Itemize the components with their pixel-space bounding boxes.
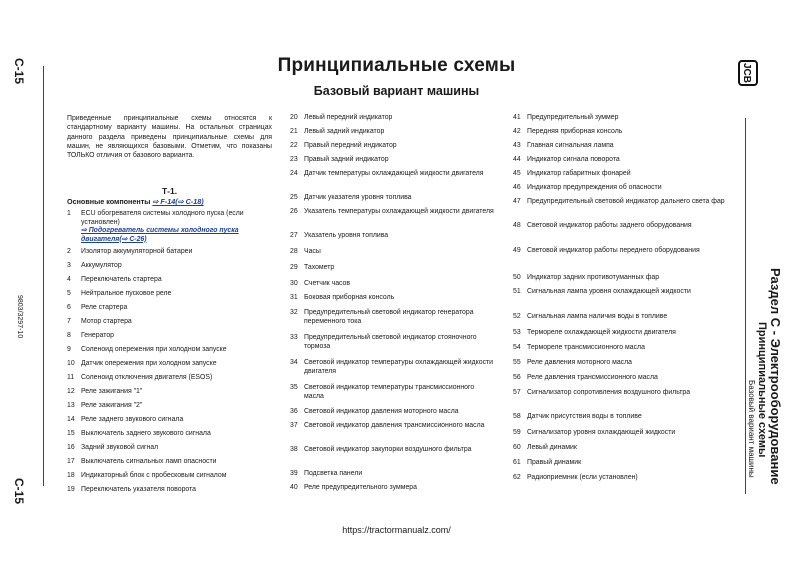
list-item (67, 458, 217, 467)
list-item (513, 128, 622, 137)
item-text: Реле стартера (81, 304, 128, 311)
item-text: Предупредительный зуммер (527, 114, 619, 121)
item-number: 4 (67, 276, 71, 283)
item-text: Реле зажигания "1" (81, 388, 143, 395)
list-item (290, 114, 392, 123)
item-number: 18 (67, 472, 75, 479)
item-text: Реле предупредительного зуммера (304, 484, 417, 491)
item-number: 21 (290, 128, 298, 135)
list-item (67, 416, 183, 425)
item-number: 60 (513, 444, 521, 451)
item-text: Соленоид опережения при холодном запуске (81, 346, 227, 353)
item-text: Изолятор аккумуляторной батареи (81, 248, 193, 255)
item-text: Генератор (81, 332, 114, 339)
list-item (67, 472, 226, 481)
list-item (290, 408, 459, 417)
source-url[interactable]: https://tractormanualz.com/ (342, 525, 451, 535)
components-label: Основные компоненты (67, 197, 151, 206)
page-number-bottom: C-15 (12, 478, 26, 505)
item-number: 46 (513, 184, 521, 191)
list-item (290, 194, 412, 203)
item-text: Световой индикатор температуры трансмиссионного масла (304, 384, 475, 400)
list-item (513, 156, 620, 165)
item-number: 36 (290, 408, 298, 415)
item-text: Левый динамик (527, 444, 577, 451)
page-title: Принципиальные схемы (277, 55, 516, 76)
item-number: 9 (67, 346, 71, 353)
list-item (513, 274, 659, 283)
item-number: 8 (67, 332, 71, 339)
item-text: Реле заднего звукового сигнала (81, 416, 184, 423)
item-number: 20 (290, 114, 298, 121)
list-item (513, 222, 692, 231)
figure-label: Т-1. (161, 186, 178, 196)
list-item (513, 329, 676, 338)
page-number-top: C-15 (12, 58, 26, 85)
item-number: 10 (67, 360, 75, 367)
item-number: 17 (67, 458, 75, 465)
item-text: Термореле трансмиссионного масла (527, 344, 645, 351)
item-text: Левый передний индикатор (304, 114, 393, 121)
item-number: 56 (513, 374, 521, 381)
list-item (67, 276, 162, 285)
list-item (290, 484, 417, 493)
item-number: 27 (290, 232, 298, 239)
section-subtitle: Принципиальные схемы (756, 322, 768, 458)
item-number: 34 (290, 359, 298, 366)
item-number: 55 (513, 359, 521, 366)
item-number: 2 (67, 248, 71, 255)
item-text: Указатель уровня топлива (304, 232, 389, 239)
item-text: Соленоид отключения двигателя (ESOS) (81, 374, 213, 381)
item-text: Индикатор сигнала поворота (527, 156, 620, 163)
list-item (67, 444, 158, 453)
list-item (513, 389, 690, 398)
list-item (513, 344, 645, 353)
list-item (290, 384, 495, 401)
item-text: Световой индикатор закупорки воздушного фильтра (304, 446, 472, 453)
item-text: Тахометр (304, 264, 335, 271)
item-text: Подсветка панели (304, 470, 363, 477)
list-item (513, 288, 691, 297)
item-text: Термореле охлаждающей жидкости двигателя (527, 329, 676, 336)
list-item (67, 360, 217, 369)
list-item (513, 184, 662, 193)
item-text: Датчик указателя уровня топлива (304, 194, 412, 201)
item-text: Правый динамик (527, 459, 582, 466)
item-text: Задний звуковой сигнал (81, 444, 159, 451)
list-item (290, 232, 388, 241)
item-text: Индикатор предупреждения об опасности (527, 184, 662, 191)
item-number: 32 (290, 309, 298, 316)
item-text: Индикатор задних противотуманных фар (527, 274, 660, 281)
list-item (67, 430, 211, 439)
logo-text: JCB (741, 62, 752, 84)
list-item (513, 429, 675, 438)
item-text: Реле давления трансмиссионного масла (527, 374, 658, 381)
list-item (513, 247, 700, 256)
list-item (290, 422, 484, 431)
item-number: 48 (513, 222, 521, 229)
item-number: 37 (290, 422, 298, 429)
intro-paragraph: Приведенные принципиальные схемы относятся к стандартному варианту машины. На остальных страницах данного раздела приведены принципиальные схемы для машин, не являющихся базовыми. Отметим, что показаны ТОЛЬКО отличия от базового варианта. (67, 115, 272, 160)
item-text: Индикаторный блок с пробесковым сигналом (81, 472, 227, 479)
list-item (290, 446, 471, 455)
list-item (67, 290, 171, 299)
list-item (513, 198, 725, 207)
item-number: 19 (67, 486, 75, 493)
list-item (513, 114, 618, 123)
item-text: Реле зажигания "2" (81, 402, 143, 409)
item-text: Боковая приборная консоль (304, 294, 395, 301)
document-code: 9803/3297-10 (16, 295, 23, 339)
item-text: Датчик опережения при холодном запуске (81, 360, 217, 367)
item-number: 52 (513, 313, 521, 320)
list-item (290, 170, 484, 179)
list-item (67, 486, 196, 495)
item-number: 11 (67, 374, 75, 381)
item-number: 33 (290, 334, 298, 341)
item1-text: ECU обогревателя системы холодного пуска (если установлен) (81, 210, 244, 226)
list-item (67, 262, 122, 271)
item-number: 14 (67, 416, 75, 423)
item-number: 13 (67, 402, 75, 409)
item-text: Счетчик часов (304, 280, 351, 287)
list-item (67, 374, 212, 383)
item-number: 61 (513, 459, 521, 466)
item-text: Передняя приборная консоль (527, 128, 623, 135)
list-item (513, 413, 642, 422)
item-text (81, 210, 277, 244)
item-text: Правый передний индикатор (304, 142, 397, 149)
list-item (513, 459, 581, 468)
list-item (513, 142, 614, 151)
item-text: Левый задний индикатор (304, 128, 385, 135)
item-number: 53 (513, 329, 521, 336)
item-number: 47 (513, 198, 521, 205)
list-item (290, 334, 495, 351)
list-item (513, 359, 632, 368)
item-text: Радиоприемник (если установлен) (527, 474, 638, 481)
item-number: 62 (513, 474, 521, 481)
item-number: 42 (513, 128, 521, 135)
item-text: Предупредительный световой индикатор стояночного тормоза (304, 334, 477, 350)
list-item (290, 248, 321, 257)
item-text: Сигнальная лампа наличия воды в топливе (527, 313, 668, 320)
item-text: Сигнализатор сопротивления воздушного фильтра (527, 389, 691, 396)
item-number: 12 (67, 388, 75, 395)
item-number: 59 (513, 429, 521, 436)
list-item (513, 374, 658, 383)
item-number: 38 (290, 446, 298, 453)
item-number: 54 (513, 344, 521, 351)
list-item (290, 280, 350, 289)
list-item (290, 142, 397, 151)
item-text: Датчик температуры охлаждающей жидкости двигателя (304, 170, 484, 177)
left-divider (43, 66, 44, 486)
item-text: Световой индикатор работы переднего оборудования (527, 247, 700, 254)
list-item (67, 402, 142, 411)
list-item (513, 474, 638, 483)
item-text: Реле давления моторного масла (527, 359, 632, 366)
list-item (290, 309, 495, 326)
item-number: 3 (67, 262, 71, 269)
components-link[interactable]: ⇨ F-14(⇨ C-18) (152, 197, 204, 206)
item-number: 57 (513, 389, 521, 396)
item-text: Световой индикатор работы заднего оборудования (527, 222, 692, 229)
item-number: 24 (290, 170, 298, 177)
item-number: 29 (290, 264, 298, 271)
item-text: Предупредительный световой индикатор дальнего света фар (527, 198, 725, 205)
item-number: 39 (290, 470, 298, 477)
item-number: 7 (67, 318, 71, 325)
list-item (67, 346, 227, 355)
list-item (290, 128, 384, 137)
item-number: 28 (290, 248, 298, 255)
list-item (290, 359, 495, 376)
item-text: Предупредительный световой индикатор генератора переменного тока (304, 309, 474, 325)
item-text: Сигнализатор уровня охлаждающей жидкости (527, 429, 676, 436)
page-subtitle: Базовый вариант машины (313, 84, 480, 98)
item-text: Главная сигнальная лампа (527, 142, 614, 149)
item-number: 23 (290, 156, 298, 163)
list-item (67, 304, 127, 313)
list-item (290, 264, 334, 273)
item-number: 50 (513, 274, 521, 281)
item-text: Световой индикатор давления трансмиссионного масла (304, 422, 485, 429)
item-number: 35 (290, 384, 298, 391)
item-number: 16 (67, 444, 75, 451)
section-subtitle-2: Базовый вариант машины (747, 380, 756, 478)
list-item (67, 248, 192, 257)
item-number: 6 (67, 304, 71, 311)
item-text: Мотор стартера (81, 318, 132, 325)
item-text: Индикатор габаритных фонарей (527, 170, 631, 177)
item-number: 15 (67, 430, 75, 437)
item-number: 58 (513, 413, 521, 420)
list-item (67, 332, 114, 341)
item-number: 22 (290, 142, 298, 149)
item-number: 30 (290, 280, 298, 287)
item-number: 25 (290, 194, 298, 201)
list-item (290, 470, 362, 479)
item-number: 26 (290, 208, 298, 215)
list-item (513, 170, 631, 179)
item-text: Световой индикатор температуры охлаждающей жидкости двигателя (304, 359, 494, 375)
item-text: Датчик присутствия воды в топливе (527, 413, 642, 420)
list-item (67, 388, 142, 397)
item-number: 51 (513, 288, 521, 295)
item-text: Аккумулятор (81, 262, 122, 269)
item-text: Переключатель указателя поворота (81, 486, 197, 493)
components-heading (67, 197, 277, 206)
item-number: 5 (67, 290, 71, 297)
item-text: Выключатель заднего звукового сигнала (81, 430, 211, 437)
list-item (290, 294, 394, 303)
item-text: Сигнальная лампа уровня охлаждающей жидкости (527, 288, 691, 295)
section-title: Раздел С - Электрооборудование (768, 268, 783, 485)
item-text: Переключатель стартера (81, 276, 162, 283)
list-item (67, 318, 132, 327)
list-item (513, 313, 667, 322)
item-number: 44 (513, 156, 521, 163)
item-number: 45 (513, 170, 521, 177)
list-item (513, 444, 577, 453)
item1-link[interactable]: ⇨ Подогреватель системы холодного пуска двигателя(⇨ C-26) (81, 227, 239, 243)
list-item (290, 208, 494, 217)
item-text: Световой индикатор давления моторного масла (304, 408, 459, 415)
item-text: Указатель температуры охлаждающей жидкости двигателя (304, 208, 494, 215)
item-text: Выключатель сигнальных ламп опасности (81, 458, 217, 465)
item-text: Часы (304, 248, 321, 255)
item-text: Правый задний индикатор (304, 156, 389, 163)
item-number: 1 (67, 210, 71, 217)
list-item (290, 156, 389, 165)
item-number: 31 (290, 294, 298, 301)
item-number: 43 (513, 142, 521, 149)
item-number: 40 (290, 484, 298, 491)
list-item (67, 210, 277, 244)
right-divider (745, 118, 746, 494)
item-number: 41 (513, 114, 521, 121)
item-number: 49 (513, 247, 521, 254)
item-text: Нейтральное пусковое реле (81, 290, 172, 297)
